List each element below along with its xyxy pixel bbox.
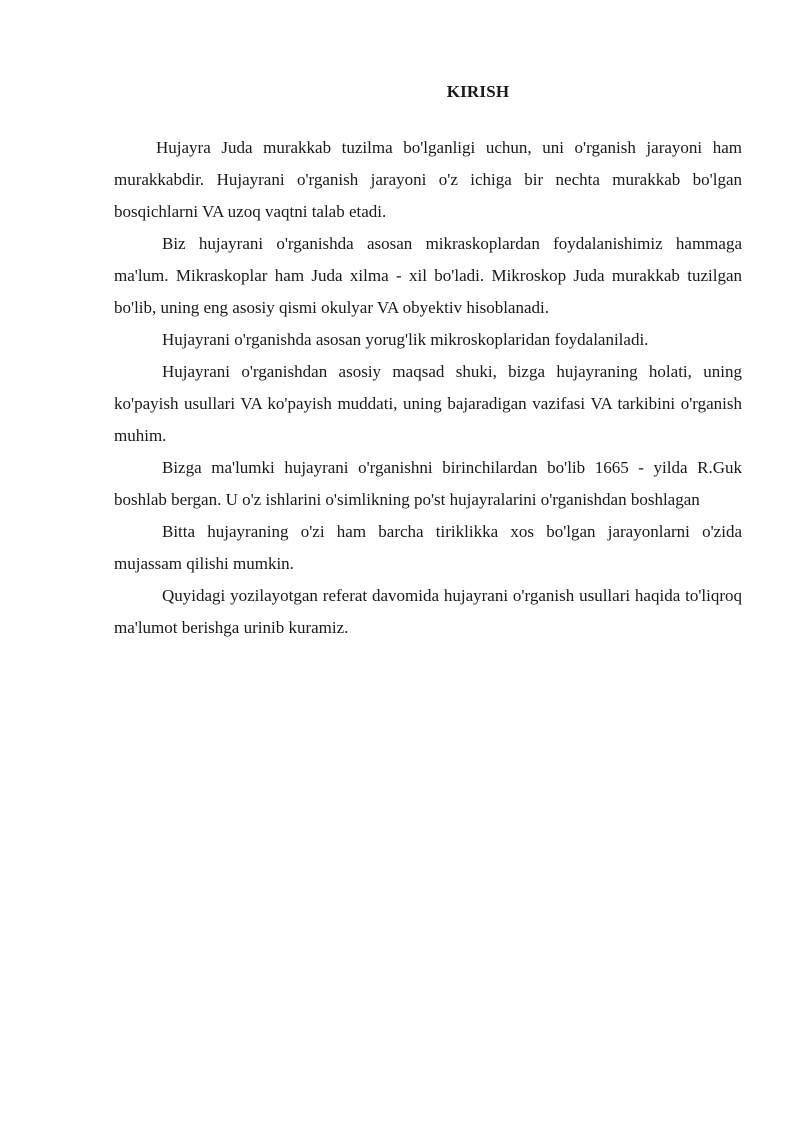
paragraph-7: Quyidagi yozilayotgan referat davomida hujayrani o'rganish usullari haqida to'liqroq ma'lumot berishga urinib kuramiz. xyxy=(114,586,742,637)
document-title: KIRISH xyxy=(446,82,510,101)
paragraph-2: Biz hujayrani o'rganishda asosan mikraskoplardan foydalanishimiz hammaga ma'lum. Mikraskoplar ham Juda xilma - xil bo'ladi. Mikroskop Juda murakkab tuzilgan bo'lib, uning eng asosiy qismi okulyar VA obyektiv hisoblanadi. xyxy=(114,234,742,317)
paragraph-1: Hujayra Juda murakkab tuzilma bo'lganligi uchun, uni o'rganish jarayoni ham murakkabdir. Hujayrani o'rganish jarayoni o'z ichiga bir nechta murakkab bo'lgan bosqichlarni VA uzoq vaqtni talab etadi. xyxy=(114,138,742,221)
paragraph-6: Bitta hujayraning o'zi ham barcha tiriklikka xos bo'lgan jarayonlarni o'zida mujassam qilishi mumkin. xyxy=(114,522,742,573)
paragraph-3: Hujayrani o'rganishda asosan yorug'lik mikroskoplaridan foydalaniladi. xyxy=(162,330,649,349)
paragraph-5: Bizga ma'lumki hujayrani o'rganishni birinchilardan bo'lib 1665 - yilda R.Guk boshlab bergan. U o'z ishlarini o'simlikning po'st hujayralarini o'rganishdan boshlagan xyxy=(114,458,742,509)
paragraph-4: Hujayrani o'rganishdan asosiy maqsad shuki, bizga hujayraning holati, uning ko'payish usullari VA ko'payish muddati, uning bajaradigan vazifasi VA tarkibini o'rganish muhim. xyxy=(114,362,742,445)
document-body xyxy=(114,132,742,644)
